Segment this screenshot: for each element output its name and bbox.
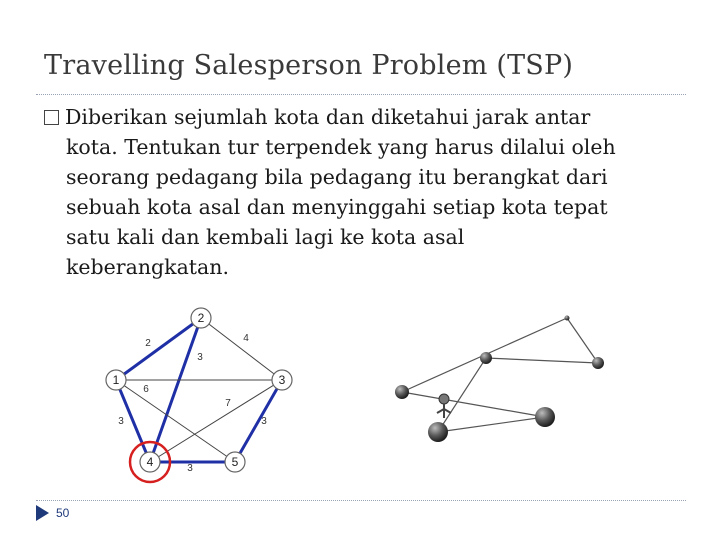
route-lines <box>402 318 598 432</box>
bullet-line: seorang pedagang bila pedagang itu berangkat dari <box>66 165 608 189</box>
tour-edge <box>235 380 282 462</box>
graph-node-label: 4 <box>146 455 154 469</box>
person-arm <box>444 409 451 413</box>
graph-edge <box>201 318 282 380</box>
graph-nodes <box>106 308 292 482</box>
person-head-icon <box>439 394 449 404</box>
edge-weight-label: 3 <box>187 463 193 474</box>
edge-weight-label: 3 <box>118 416 124 427</box>
page-number: 50 <box>56 506 70 520</box>
bullet-line: satu kali dan kembali lagi ke kota asal <box>66 225 465 249</box>
city-sphere <box>592 357 604 369</box>
edge-weight-label: 7 <box>225 398 231 409</box>
bullet-marker <box>44 110 59 125</box>
title-divider <box>36 94 686 95</box>
route-segment <box>567 318 598 363</box>
bullet-text <box>65 102 705 282</box>
route-segment <box>438 417 545 432</box>
edge-weight-label: 6 <box>143 384 149 395</box>
route-segment <box>486 358 598 363</box>
footer-divider <box>36 500 686 501</box>
city-sphere <box>480 352 492 364</box>
city-sphere <box>428 422 448 442</box>
slide-title: Travelling Salesperson Problem (TSP) <box>44 50 574 81</box>
tsp-3d-illustration <box>380 300 640 470</box>
edge-weight-label: 2 <box>145 338 151 349</box>
person-arm <box>437 409 444 413</box>
tour-edge <box>116 318 201 380</box>
city-sphere <box>565 316 570 321</box>
graph-node-label: 2 <box>197 311 205 325</box>
bullet-line: keberangkatan. <box>66 255 229 279</box>
edge-weight-label: 4 <box>243 333 249 344</box>
graph-node-label: 3 <box>278 373 286 387</box>
city-sphere <box>535 407 555 427</box>
bullet-line: kota. Tentukan tur terpendek yang harus dilalui oleh <box>66 135 616 159</box>
footer-arrow-icon <box>36 505 49 521</box>
graph-edges <box>116 318 282 474</box>
bullet-line: sebuah kota asal dan menyinggahi setiap kota tepat <box>66 195 608 219</box>
graph-node-label: 5 <box>231 455 239 469</box>
route-segment <box>402 392 545 417</box>
graph-node-label: 1 <box>112 373 120 387</box>
edge-weight-label: 3 <box>261 416 267 427</box>
city-sphere <box>395 385 409 399</box>
tsp-graph-diagram <box>88 300 318 490</box>
edge-weight-label: 3 <box>197 352 203 363</box>
tour-edge <box>150 318 201 462</box>
bullet-line: Diberikan sejumlah kota dan diketahui jarak antar <box>65 105 591 129</box>
